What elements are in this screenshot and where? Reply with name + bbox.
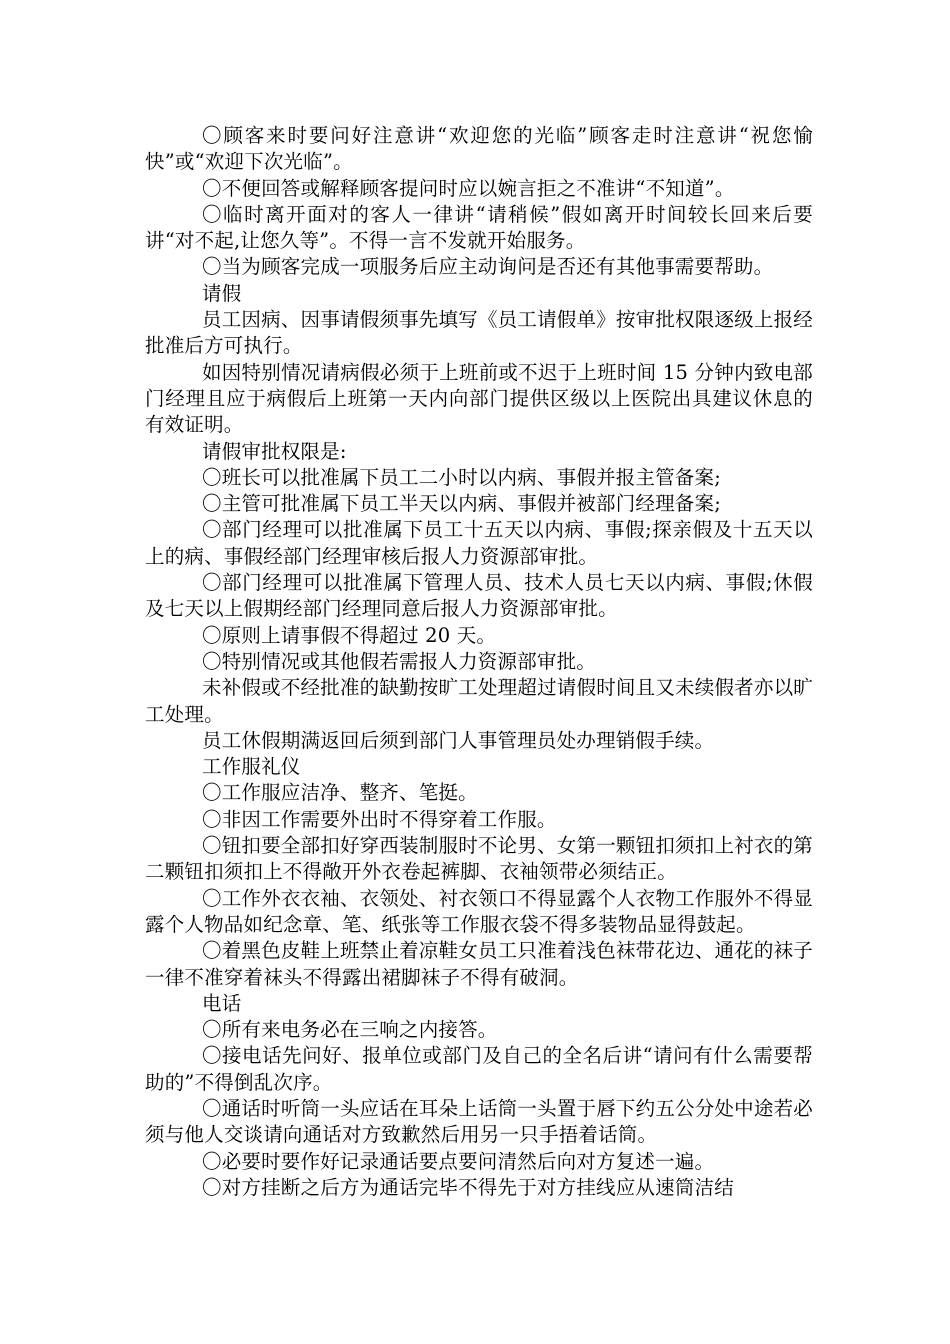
paragraph-phone-answer: 〇所有来电务必在三响之内接答。 [202, 1018, 498, 1042]
paragraph-special: 〇特别情况或其他假若需报人力资源部审批。 [202, 649, 597, 673]
section-heading-uniform: 工作服礼仪 [202, 755, 301, 779]
paragraph-decline: 〇不便回答或解释顾客提问时应以婉言拒之不准讲“不知道”。 [202, 176, 735, 200]
paragraph-limit: 〇原则上请事假不得超过 20 天。 [202, 623, 497, 647]
paragraph-uniform-items: 〇工作外衣衣袖、衣领处、衬衣领口不得显露个人衣物工作服外不得显露个人物品如纪念章、笔、纸张等工作服衣袋不得多装物品显得鼓起。 [145, 886, 813, 936]
paragraph-approval-manager-mgmt: 〇部门经理可以批准属下管理人员、技术人员七天以内病、事假;休假及七天以上假期经部门经理同意后报人力资源部审批。 [145, 571, 813, 621]
paragraph-uniform-outside: 〇非因工作需要外出时不得穿着工作服。 [202, 807, 557, 831]
section-heading-phone: 电话 [202, 991, 242, 1015]
paragraph-phone-notes: 〇必要时要作好记录通话要点要问清然后向对方复述一遍。 [202, 1149, 715, 1173]
paragraph-phone-greeting: 〇接电话先问好、报单位或部门及自己的全名后讲“请问有什么需要帮助的”不得倒乱次序。 [145, 1044, 813, 1094]
paragraph-return: 员工休假期满返回后须到部门人事管理员处办理销假手续。 [202, 728, 715, 752]
paragraph-followup: 〇当为顾客完成一项服务后应主动询问是否还有其他事需要帮助。 [202, 255, 774, 279]
paragraph-leave-form: 员工因病、因事请假须事先填写《员工请假单》按审批权限逐级上报经批准后方可执行。 [145, 308, 813, 358]
paragraph-leaving: 〇临时离开面对的客人一律讲“请稍候”假如离开时间较长回来后要讲“对不起,让您久等”。不得一言不发就开始服务。 [145, 202, 813, 253]
section-heading-leave: 请假 [202, 281, 242, 305]
paragraph-absence: 未补假或不经批准的缺勤按旷工处理超过请假时间且又未续假者亦以旷工处理。 [145, 676, 813, 726]
paragraph-phone-hangup: 〇对方挂断之后方为通话完毕不得先于对方挂线应从速筒洁结 [202, 1175, 734, 1199]
paragraph-approval-leader: 〇班长可以批准属下员工二小时以内病、事假并报主管备案; [202, 465, 721, 489]
paragraph-uniform-shoes: 〇着黑色皮鞋上班禁止着凉鞋女员工只准着浅色袜带花边、通花的袜子一律不准穿着袜头不得露出裙脚袜子不得有破洞。 [145, 939, 813, 989]
paragraph-approval-supervisor: 〇主管可批准属下员工半天以内病、事假并被部门经理备案; [202, 492, 721, 516]
paragraph-approval-heading: 请假审批权限是: [202, 439, 347, 463]
paragraph-approval-manager-staff: 〇部门经理可以批准属下员工十五天以内病、事假;探亲假及十五天以上的病、事假经部门经理审核后报人力资源部审批。 [145, 518, 813, 568]
paragraph-phone-handset: 〇通话时听筒一头应话在耳朵上话筒一头置于唇下约五公分处中途若必须与他人交谈请向通话对方致歉然后用另一只手捂着话筒。 [145, 1096, 813, 1147]
document-body [145, 123, 813, 1201]
paragraph-uniform-clean: 〇工作服应洁净、整齐、笔挺。 [202, 781, 478, 805]
paragraph-greeting: 〇顾客来时要问好注意讲“欢迎您的光临”顾客走时注意讲“祝您愉快”或“欢迎下次光临”。 [145, 124, 813, 174]
paragraph-uniform-buttons: 〇钮扣要全部扣好穿西装制服时不论男、女第一颗钮扣须扣上衬衣的第二颗钮扣须扣上不得敞开外衣卷起裤脚、衣袖领带必须结正。 [145, 834, 813, 884]
paragraph-sick-leave: 如因特别情况请病假必须于上班前或不迟于上班时间 15 分钟内致电部门经理且应于病假后上班第一天内向部门提供区级以上医院出具建议休息的有效证明。 [145, 360, 813, 437]
